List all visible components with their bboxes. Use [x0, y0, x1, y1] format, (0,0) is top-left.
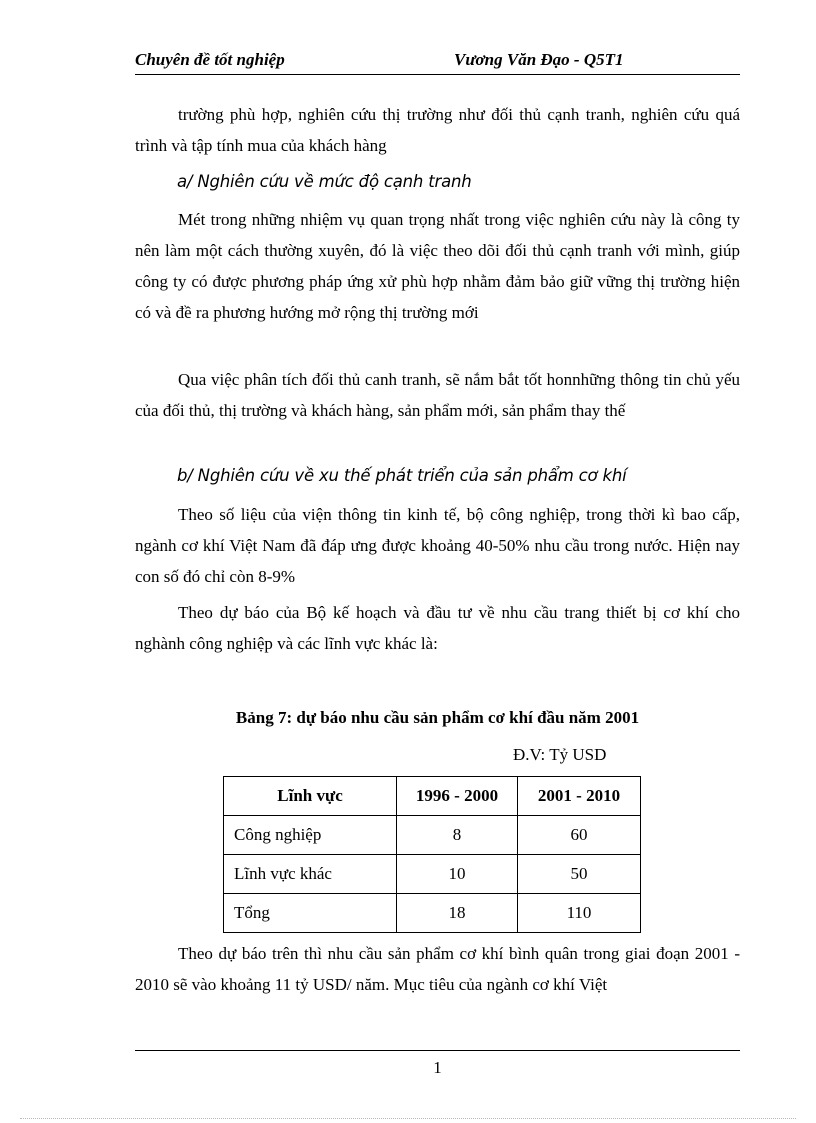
table-cell: 60 — [518, 816, 641, 855]
column-header: 2001 - 2010 — [518, 777, 641, 816]
table-row — [224, 894, 641, 933]
page-number: 1 — [433, 1058, 442, 1077]
page-header — [135, 48, 740, 75]
table-cell: 10 — [397, 855, 518, 894]
table-cell: Công nghiệp — [224, 816, 397, 855]
paragraph-text: Qua việc phân tích đối thủ canh tranh, sẽ nắm bắt tốt honnhững thông tin chủ yếu của đối thủ, thị trường và khách hàng, sản phẩm mới, sản phẩm thay thế — [135, 370, 740, 420]
table-cell: Tổng — [224, 894, 397, 933]
header-title: Chuyên đề tốt nghiệp — [135, 50, 285, 69]
paragraph-competition — [135, 204, 740, 328]
column-header: Lĩnh vực — [224, 777, 397, 816]
table-cell: 8 — [397, 816, 518, 855]
table-cell: 50 — [518, 855, 641, 894]
paragraph-text: Theo dự báo trên thì nhu cầu sản phẩm cơ khí bình quân trong giai đoạn 2001 - 2010 sẽ vào khoảng 11 tỷ USD/ năm. Mục tiêu của ngành cơ khí Việt — [135, 944, 740, 994]
paragraph-text: Theo số liệu của viện thông tin kinh tế, bộ công nghiệp, trong thời kì bao cấp, ngành cơ khí Việt Nam đã đáp ưng được khoảng 40-50% nhu cầu trong nước. Hiện nay con số đó chỉ còn 8-9% — [135, 505, 740, 586]
paragraph-forecast — [135, 597, 740, 659]
table-row — [224, 855, 641, 894]
table-caption: Bảng 7: dự báo nhu cầu sản phẩm cơ khí đầu năm 2001 — [235, 708, 640, 727]
paragraph-text: Mét trong những nhiệm vụ quan trọng nhất trong việc nghiên cứu này là công ty nên làm một cách thường xuyên, đó là việc theo dõi đối thủ cạnh tranh với mình, giúp công ty có được phương pháp ứng xử phù hợp nhằm đảm bảo giữ vững thị trường hiện có và đề ra phương hướng mở rộng thị trường mới — [135, 210, 740, 322]
table-cell: Lĩnh vực khác — [224, 855, 397, 894]
header-author: Vương Văn Đạo - Q5T1 — [454, 50, 624, 69]
subheading-b: b/ Nghiên cứu về xu thế phát triển của sản phẩm cơ khí — [177, 466, 627, 485]
paragraph-text: trường phù hợp, nghiên cứu thị trường như đối thủ cạnh tranh, nghiên cứu quá trình và tập tính mua của khách hàng — [135, 105, 740, 155]
table-cell: 110 — [518, 894, 641, 933]
table-header-row — [224, 777, 641, 816]
subheading-a: a/ Nghiên cứu về mức độ cạnh tranh — [177, 172, 472, 191]
paragraph-intro — [135, 99, 740, 161]
paragraph-statistics — [135, 499, 740, 592]
paragraph-conclusion — [135, 938, 740, 1000]
table-unit: Đ.V: Tỷ USD — [513, 745, 607, 764]
footer-divider — [135, 1050, 740, 1051]
table-cell: 18 — [397, 894, 518, 933]
column-header: 1996 - 2000 — [397, 777, 518, 816]
paragraph-text: Theo dự báo của Bộ kế hoạch và đầu tư về nhu cầu trang thiết bị cơ khí cho nghành công nghiệp và các lĩnh vực khác là: — [135, 603, 740, 653]
forecast-table — [223, 776, 641, 933]
page-edge-divider — [20, 1118, 796, 1119]
paragraph-analysis — [135, 364, 740, 426]
table-row — [224, 816, 641, 855]
